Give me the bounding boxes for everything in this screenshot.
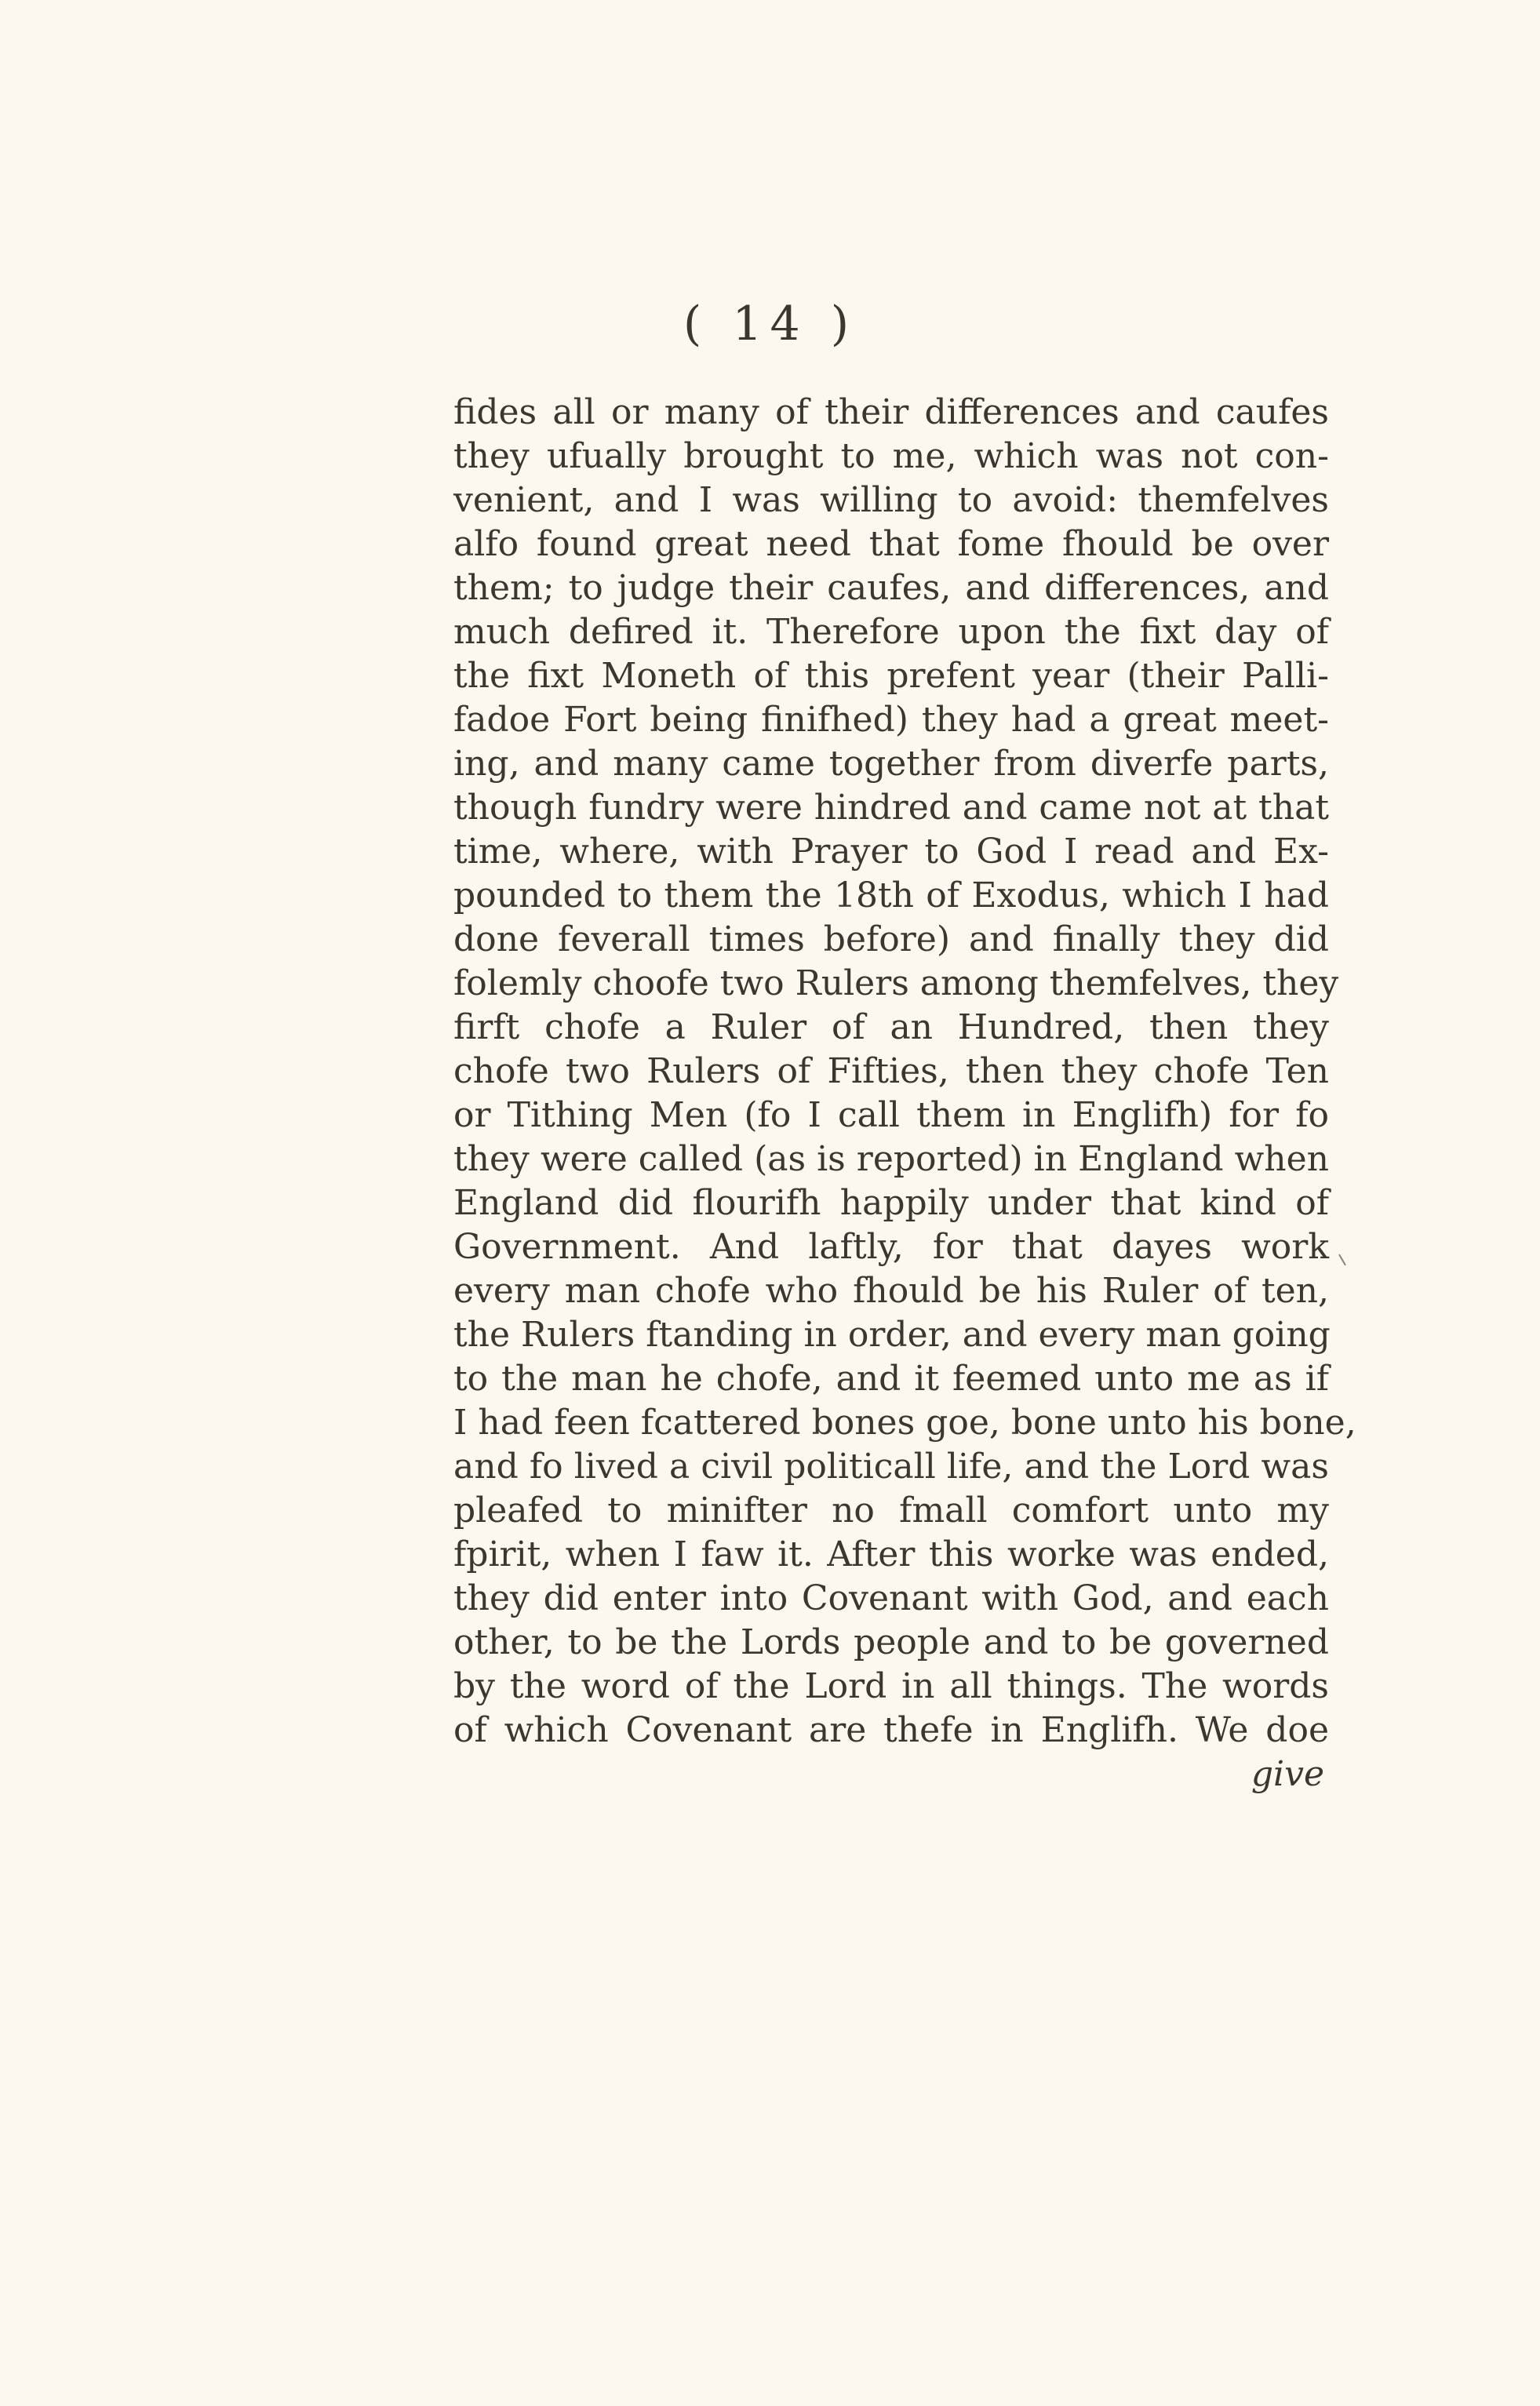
text-line: fides all or many of their differences and caufes [453,392,1329,432]
margin-mark [1338,1254,1346,1266]
text-line: the Rulers ftanding in order, and every man going [453,1315,1331,1355]
text-line: chofe two Rulers of Fifties, then they chofe Ten [453,1051,1329,1091]
catchword: give [1251,1754,1324,1794]
text-line: much defired it. Therefore upon the fixt day of [453,612,1329,652]
text-line: by the word of the Lord in all things. The words [453,1666,1329,1706]
text-line: to the man he chofe, and it feemed unto me as if [453,1359,1329,1399]
text-line: venient, and I was willing to avoid: themfelves [453,480,1329,520]
text-line: pleafed to minifter no fmall comfort unto my [453,1491,1329,1531]
text-line: I had feen fcattered bones goe, bone unto his bone, [453,1403,1356,1443]
text-line: they ufually brought to me, which was not con- [453,436,1329,476]
text-line: time, where, with Prayer to God I read and Ex- [453,832,1329,872]
text-line: firft chofe a Ruler of an Hundred, then they [453,1007,1329,1047]
text-line: fadoe Fort being finifhed) they had a great meet- [453,700,1329,740]
text-line: every man chofe who fhould be his Ruler of ten, [453,1271,1329,1311]
text-line: of which Covenant are thefe in Englifh. We doe [453,1710,1329,1750]
body-text [453,391,1356,1796]
text-line: fpirit, when I faw it. After this worke was ended, [453,1534,1329,1574]
text-line: though fundry were hindred and came not at that [453,788,1329,828]
text-line: Government. And laftly, for that dayes work [453,1227,1329,1267]
text-line: pounded to them the 18th of Exodus, which I had [453,875,1329,915]
text-line: done feverall times before) and finally they did [453,919,1329,959]
text-line: and fo lived a civil politicall life, and the Lord was [453,1447,1329,1487]
text-line: other, to be the Lords people and to be governed [453,1622,1329,1662]
text-line: they were called (as is reported) in England when [453,1139,1329,1179]
text-line: they did enter into Covenant with God, and each [453,1578,1329,1618]
text-line: the fixt Moneth of this prefent year (their Palli- [453,656,1329,696]
text-line: or Tithing Men (fo I call them in Englifh) for fo [453,1095,1329,1135]
text-line: folemly choofe two Rulers among themfelves, they [453,963,1339,1003]
text-line: England did flourifh happily under that kind of [453,1183,1329,1223]
text-line: ing, and many came together from diverfe parts, [453,744,1329,784]
text-line: them; to judge their caufes, and differences, and [453,568,1329,608]
text-line: alfo found great need that fome fhould be over [453,524,1329,564]
page-number: ( 14 ) [683,297,857,351]
